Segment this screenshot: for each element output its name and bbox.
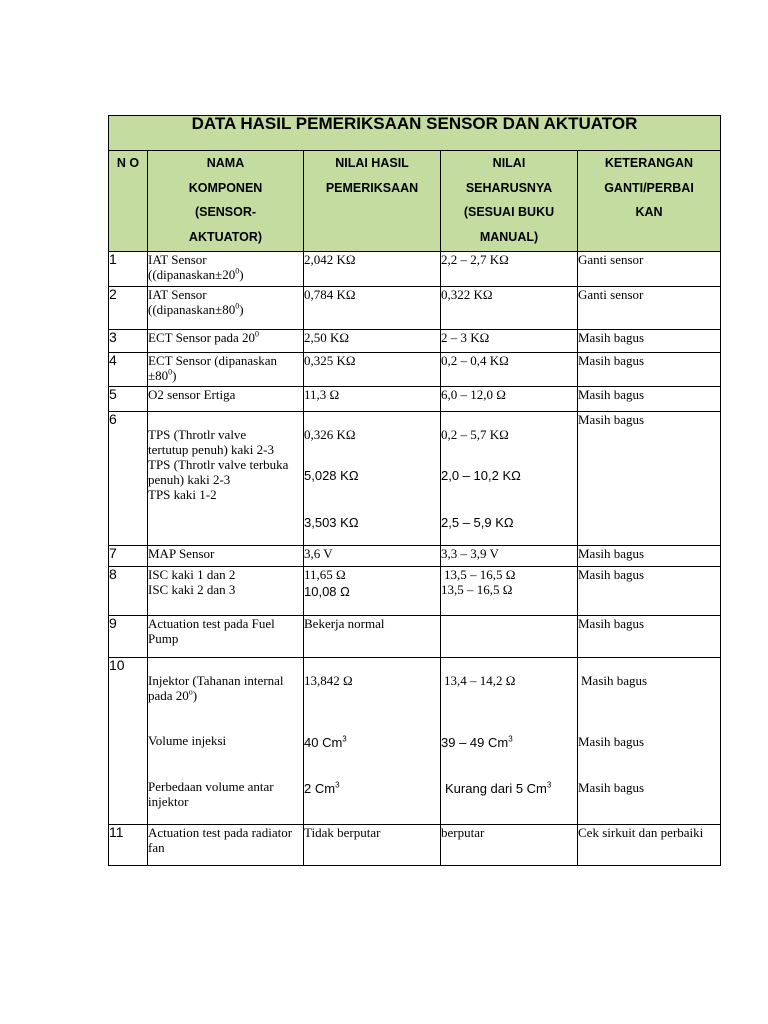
row-nama: ISC kaki 1 dan 2 ISC kaki 2 dan 3	[148, 567, 304, 616]
row-keterangan: Masih bagus	[578, 353, 721, 387]
row-no: 4	[109, 353, 148, 387]
row-no: 2	[109, 287, 148, 330]
row-nama: Actuation test pada Fuel Pump	[148, 616, 304, 658]
row-seharusnya: 6,0 – 12,0 Ω	[441, 387, 578, 412]
row-seharusnya: 0,2 – 0,4 KΩ	[441, 353, 578, 387]
row-no: 10	[109, 658, 148, 825]
row-hasil: 0,784 KΩ	[304, 287, 441, 330]
row-hasil: 0,325 KΩ	[304, 353, 441, 387]
row-no: 6	[109, 412, 148, 546]
row-nama: ECT Sensor (dipanaskan $\pm 80^0$)	[148, 353, 304, 387]
row-no: 9	[109, 616, 148, 658]
row-keterangan: Ganti sensor	[578, 252, 721, 287]
row-seharusnya: 0,2 – 5,7 KΩ 2,0 – 10,2 KΩ 2,5 – 5,9 KΩ	[441, 412, 578, 546]
header-keterangan: KETERANGAN GANTI/PERBAI KAN	[578, 151, 721, 252]
header-row	[109, 151, 721, 252]
row-seharusnya: 2,2 – 2,7 KΩ	[441, 252, 578, 287]
row-hasil: 3,6 V	[304, 546, 441, 567]
header-nama: NAMA KOMPONEN (SENSOR- AKTUATOR)	[148, 151, 304, 252]
header-seharusnya: NILAI SEHARUSNYA (SESUAI BUKU MANUAL)	[441, 151, 578, 252]
row-keterangan: Masih bagus	[578, 567, 721, 616]
table-row	[109, 546, 721, 567]
row-no: 3	[109, 330, 148, 353]
row-no: 11	[109, 825, 148, 866]
row-seharusnya	[441, 616, 578, 658]
table-row	[109, 567, 721, 616]
row-keterangan: Masih bagus	[578, 546, 721, 567]
inspection-table	[108, 115, 721, 866]
row-keterangan: Masih bagus Masih bagus Masih bagus	[578, 658, 721, 825]
title-row	[109, 116, 721, 151]
row-keterangan: Cek sirkuit dan perbaiki	[578, 825, 721, 866]
row-hasil: Tidak berputar	[304, 825, 441, 866]
row-keterangan: Ganti sensor	[578, 287, 721, 330]
row-nama: O2 sensor Ertiga	[148, 387, 304, 412]
table-row	[109, 252, 721, 287]
row-seharusnya: 3,3 – 3,9 V	[441, 546, 578, 567]
header-no: N O	[109, 151, 148, 252]
table-row	[109, 287, 721, 330]
row-seharusnya: 0,322 KΩ	[441, 287, 578, 330]
row-keterangan: Masih bagus	[578, 616, 721, 658]
row-seharusnya: 13,4 – 14,2 Ω 39 – 49 Cm$^3$ Kurang dari 5 Cm$^3$	[441, 658, 578, 825]
table-row	[109, 616, 721, 658]
row-nama: Injektor (Tahanan internal pada 20$^o$) Volume injeksi Perbedaan volume antar injektor	[148, 658, 304, 825]
row-nama: ECT Sensor pada $20^0$	[148, 330, 304, 353]
row-no: 1	[109, 252, 148, 287]
row-keterangan: Masih bagus	[578, 387, 721, 412]
row-seharusnya: 13,5 – 16,5 Ω 13,5 – 16,5 Ω	[441, 567, 578, 616]
table-row	[109, 353, 721, 387]
row-hasil: 11,65 Ω 10,08 Ω	[304, 567, 441, 616]
row-keterangan: Masih bagus	[578, 330, 721, 353]
table-title: DATA HASIL PEMERIKSAAN SENSOR DAN AKTUATOR	[109, 116, 721, 151]
row-seharusnya: berputar	[441, 825, 578, 866]
row-hasil: 0,326 KΩ 5,028 KΩ 3,503 KΩ	[304, 412, 441, 546]
row-no: 8	[109, 567, 148, 616]
row-nama: IAT Sensor ($(dipanaskan\pm 80^0)$	[148, 287, 304, 330]
row-nama: Actuation test pada radiator fan	[148, 825, 304, 866]
table-row	[109, 330, 721, 353]
row-no: 5	[109, 387, 148, 412]
row-keterangan: Masih bagus	[578, 412, 721, 546]
row-hasil: Bekerja normal	[304, 616, 441, 658]
row-hasil: 2,50 KΩ	[304, 330, 441, 353]
row-nama: IAT Sensor ($(dipanaskan\pm 20^0)$	[148, 252, 304, 287]
table-row	[109, 825, 721, 866]
table-row	[109, 387, 721, 412]
row-no: 7	[109, 546, 148, 567]
row-nama: MAP Sensor	[148, 546, 304, 567]
row-hasil: 13,842 Ω 40 Cm$^3$ 2 Cm$^3$	[304, 658, 441, 825]
row-hasil: 2,042 KΩ	[304, 252, 441, 287]
table-row	[109, 412, 721, 546]
table-row	[109, 658, 721, 825]
row-hasil: 11,3 Ω	[304, 387, 441, 412]
row-nama: TPS (Throtlr valve tertutup penuh) kaki 2-3 TPS (Throtlr valve terbuka penuh) kaki 2-3 TPS kaki 1-2	[148, 412, 304, 546]
header-hasil: NILAI HASIL PEMERIKSAAN	[304, 151, 441, 252]
row-seharusnya: 2 – 3 KΩ	[441, 330, 578, 353]
